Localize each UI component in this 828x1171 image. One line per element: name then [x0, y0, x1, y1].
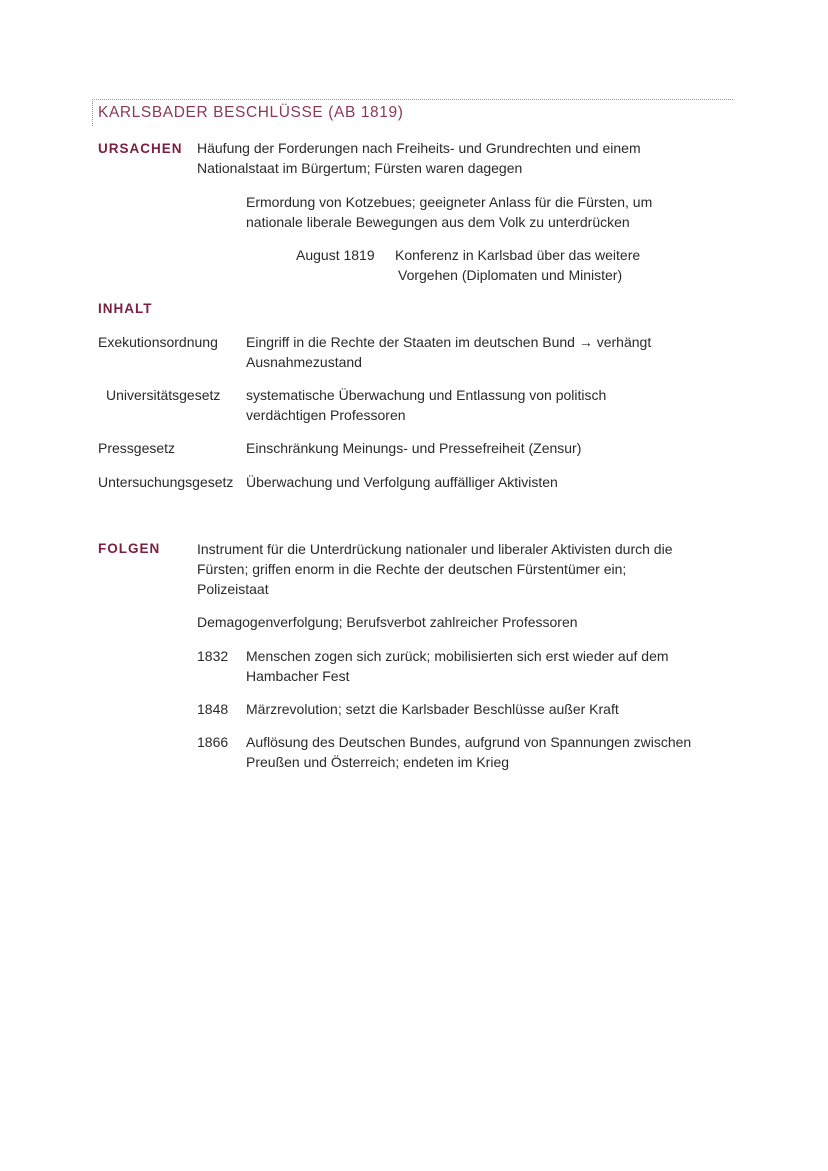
ursachen-date: August 1819 — [296, 247, 375, 263]
ursachen-text-line: Nationalstaat im Bürgertum; Fürsten waren dagegen — [197, 160, 523, 176]
inhalt-definition-line: Überwachung und Verfolgung auffälliger Aktivisten — [246, 474, 558, 490]
page-title: KARLSBADER BESCHLÜSSE (AB 1819) — [98, 104, 404, 121]
event-year: 1848 — [197, 701, 229, 717]
event-text-line: Preußen und Österreich; endeten im Krieg — [246, 754, 510, 770]
inhalt-term: Exekutionsordnung — [98, 334, 218, 350]
inhalt-definition-line: Einschränkung Meinungs- und Pressefreiheit (Zensur) — [246, 440, 582, 456]
event-text-line: Hambacher Fest — [246, 668, 350, 684]
folgen-text-line: Fürsten; griffen enorm in die Rechte der deutschen Fürstentümer ein; — [197, 561, 627, 577]
section-heading-inhalt: INHALT — [98, 301, 153, 316]
event-text-line: Auflösung des Deutschen Bundes, aufgrund von Spannungen zwischen — [246, 734, 692, 750]
folgen-text-line: Instrument für die Unterdrückung nationaler und liberaler Aktivisten durch die — [197, 541, 673, 557]
event-text-line: Märzrevolution; setzt die Karlsbader Beschlüsse außer Kraft — [246, 701, 619, 717]
section-heading-folgen: FOLGEN — [98, 541, 161, 556]
folgen-text-line: Demagogenverfolgung; Berufsverbot zahlreicher Professoren — [197, 614, 578, 630]
section-heading-ursachen: URSACHEN — [98, 141, 183, 156]
folgen-text-line: Polizeistaat — [197, 581, 269, 597]
inhalt-definition-line: systematische Überwachung und Entlassung von politisch — [246, 387, 607, 403]
event-text-line: Menschen zogen sich zurück; mobilisierten sich erst wieder auf dem — [246, 648, 669, 664]
inhalt-definition-line: Eingriff in die Rechte der Staaten im deutschen Bund → verhängt — [246, 334, 652, 350]
inhalt-definition-line: verdächtigen Professoren — [246, 407, 406, 423]
inhalt-term: Universitätsgesetz — [106, 387, 221, 403]
ursachen-subtext-line: Ermordung von Kotzebues; geeigneter Anlass für die Fürsten, um — [246, 194, 653, 210]
event-year: 1866 — [197, 734, 229, 750]
inhalt-term: Untersuchungsgesetz — [98, 474, 234, 490]
ursachen-text-line: Häufung der Forderungen nach Freiheits- und Grundrechten und einem — [197, 140, 641, 156]
ursachen-date-text-line: Konferenz in Karlsbad über das weitere — [395, 247, 641, 263]
event-year: 1832 — [197, 648, 229, 664]
inhalt-definition-line: Ausnahmezustand — [246, 354, 362, 370]
inhalt-term: Pressgesetz — [98, 440, 176, 456]
ursachen-date-text-line: Vorgehen (Diplomaten und Minister) — [398, 267, 623, 283]
ursachen-subtext-line: nationale liberale Bewegungen aus dem Volk zu unterdrücken — [246, 214, 630, 230]
